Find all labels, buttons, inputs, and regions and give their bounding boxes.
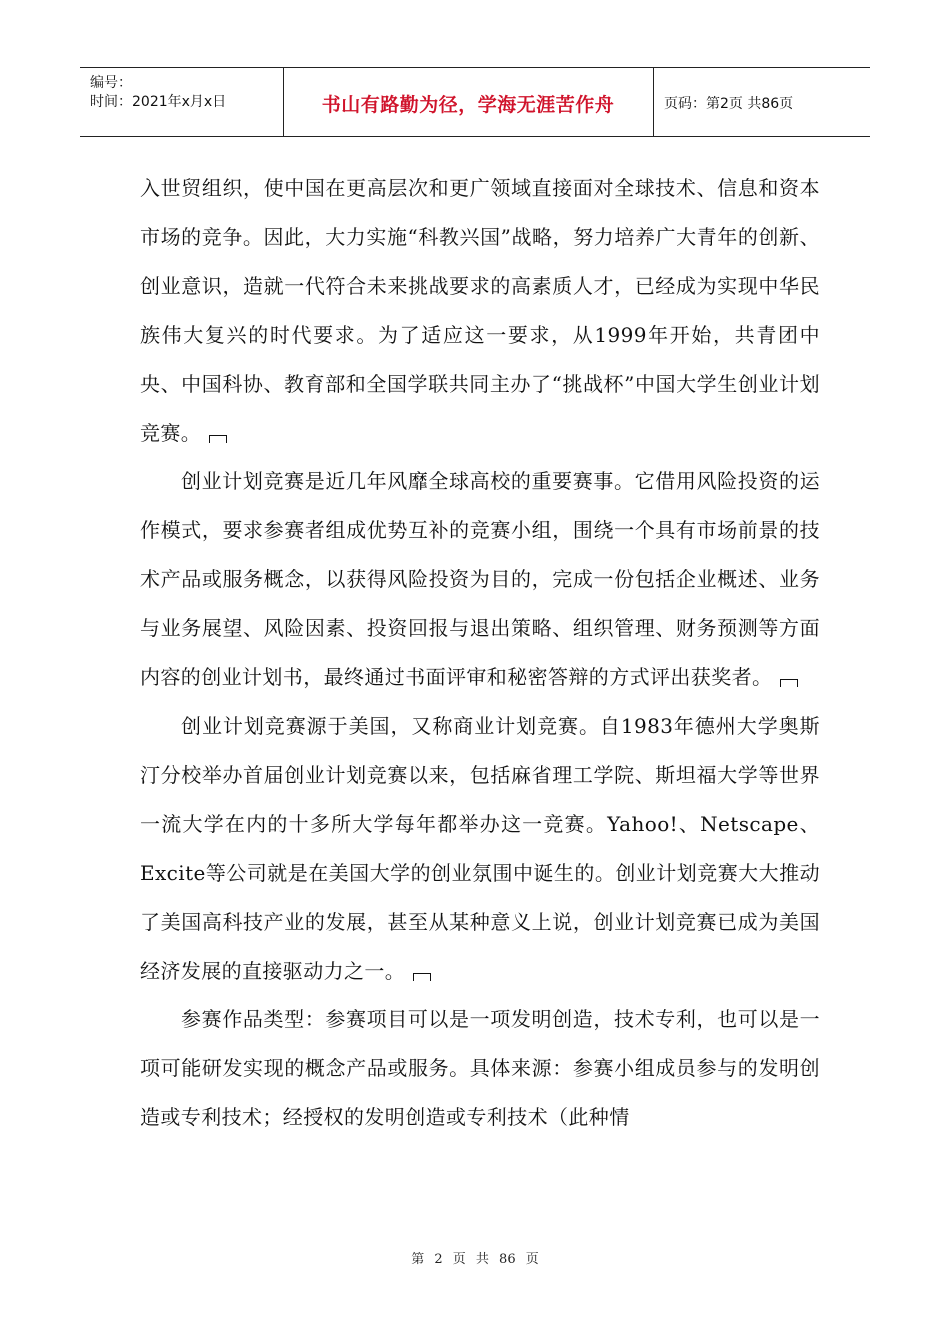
document-date-label: 时间：2021年x月x日 xyxy=(90,94,227,110)
page-footer: 第 2 页 共 86 页 xyxy=(411,1252,539,1267)
document-header xyxy=(80,67,870,137)
header-page-info: 页码：第2页 共86页 xyxy=(664,96,794,112)
header-motto: 书山有路勤为径，学海无涯苦作舟 xyxy=(321,94,615,116)
paragraph-4-text: 参赛作品类型：参赛项目可以是一项发明创造，技术专利，也可以是一项可能研发实现的概念产品或服务。具体来源：参赛小组成员参与的发明创造或专利技术；经授权的发明创造或专利技术（此种情 xyxy=(140,1007,820,1130)
paragraph-mark-icon xyxy=(209,435,227,443)
paragraph-1-text: 入世贸组织，使中国在更高层次和更广领域直接面对全球技术、信息和资本市场的竞争。因此，大力实施“科教兴国”战略，努力培养广大青年的创新、创业意识，造就一代符合未来挑战要求的高素质人才，已经成为实现中华民族伟大复兴的时代要求。为了适应这一要求，从1999年开始，共青团中央、中国科协、教育部和全国学联共同主办了“挑战杯”中国大学生创业计划竞赛。 xyxy=(140,176,820,445)
document-number-label: 编号： xyxy=(90,75,132,91)
header-page-cell xyxy=(654,68,870,136)
paragraph-1 xyxy=(140,164,820,457)
paragraph-2 xyxy=(140,457,820,702)
paragraph-3 xyxy=(140,702,820,995)
paragraph-mark-icon xyxy=(413,973,431,981)
header-meta-cell xyxy=(80,68,284,136)
paragraph-4 xyxy=(140,995,820,1142)
header-motto-cell xyxy=(283,68,654,136)
paragraph-3-text: 创业计划竞赛源于美国，又称商业计划竞赛。自1983年德州大学奥斯汀分校举办首届创业计划竞赛以来，包括麻省理工学院、斯坦福大学等世界一流大学在内的十多所大学每年都举办这一竞赛。Yahoo!、Netscape、Excite等公司就是在美国大学的创业氛围中诞生的。创业计划竞赛大大推动了美国高科技产业的发展，甚至从某种意义上说，创业计划竞赛已成为美国经济发展的直接驱动力之一。 xyxy=(140,713,820,983)
document-body xyxy=(140,164,820,1142)
paragraph-2-text: 创业计划竞赛是近几年风靡全球高校的重要赛事。它借用风险投资的运作模式，要求参赛者组成优势互补的竞赛小组，围绕一个具有市场前景的技术产品或服务概念，以获得风险投资为目的，完成一份包括企业概述、业务与业务展望、风险因素、投资回报与退出策略、组织管理、财务预测等方面内容的创业计划书，最终通过书面评审和秘密答辩的方式评出获奖者。 xyxy=(140,469,820,690)
paragraph-mark-icon xyxy=(780,679,798,687)
